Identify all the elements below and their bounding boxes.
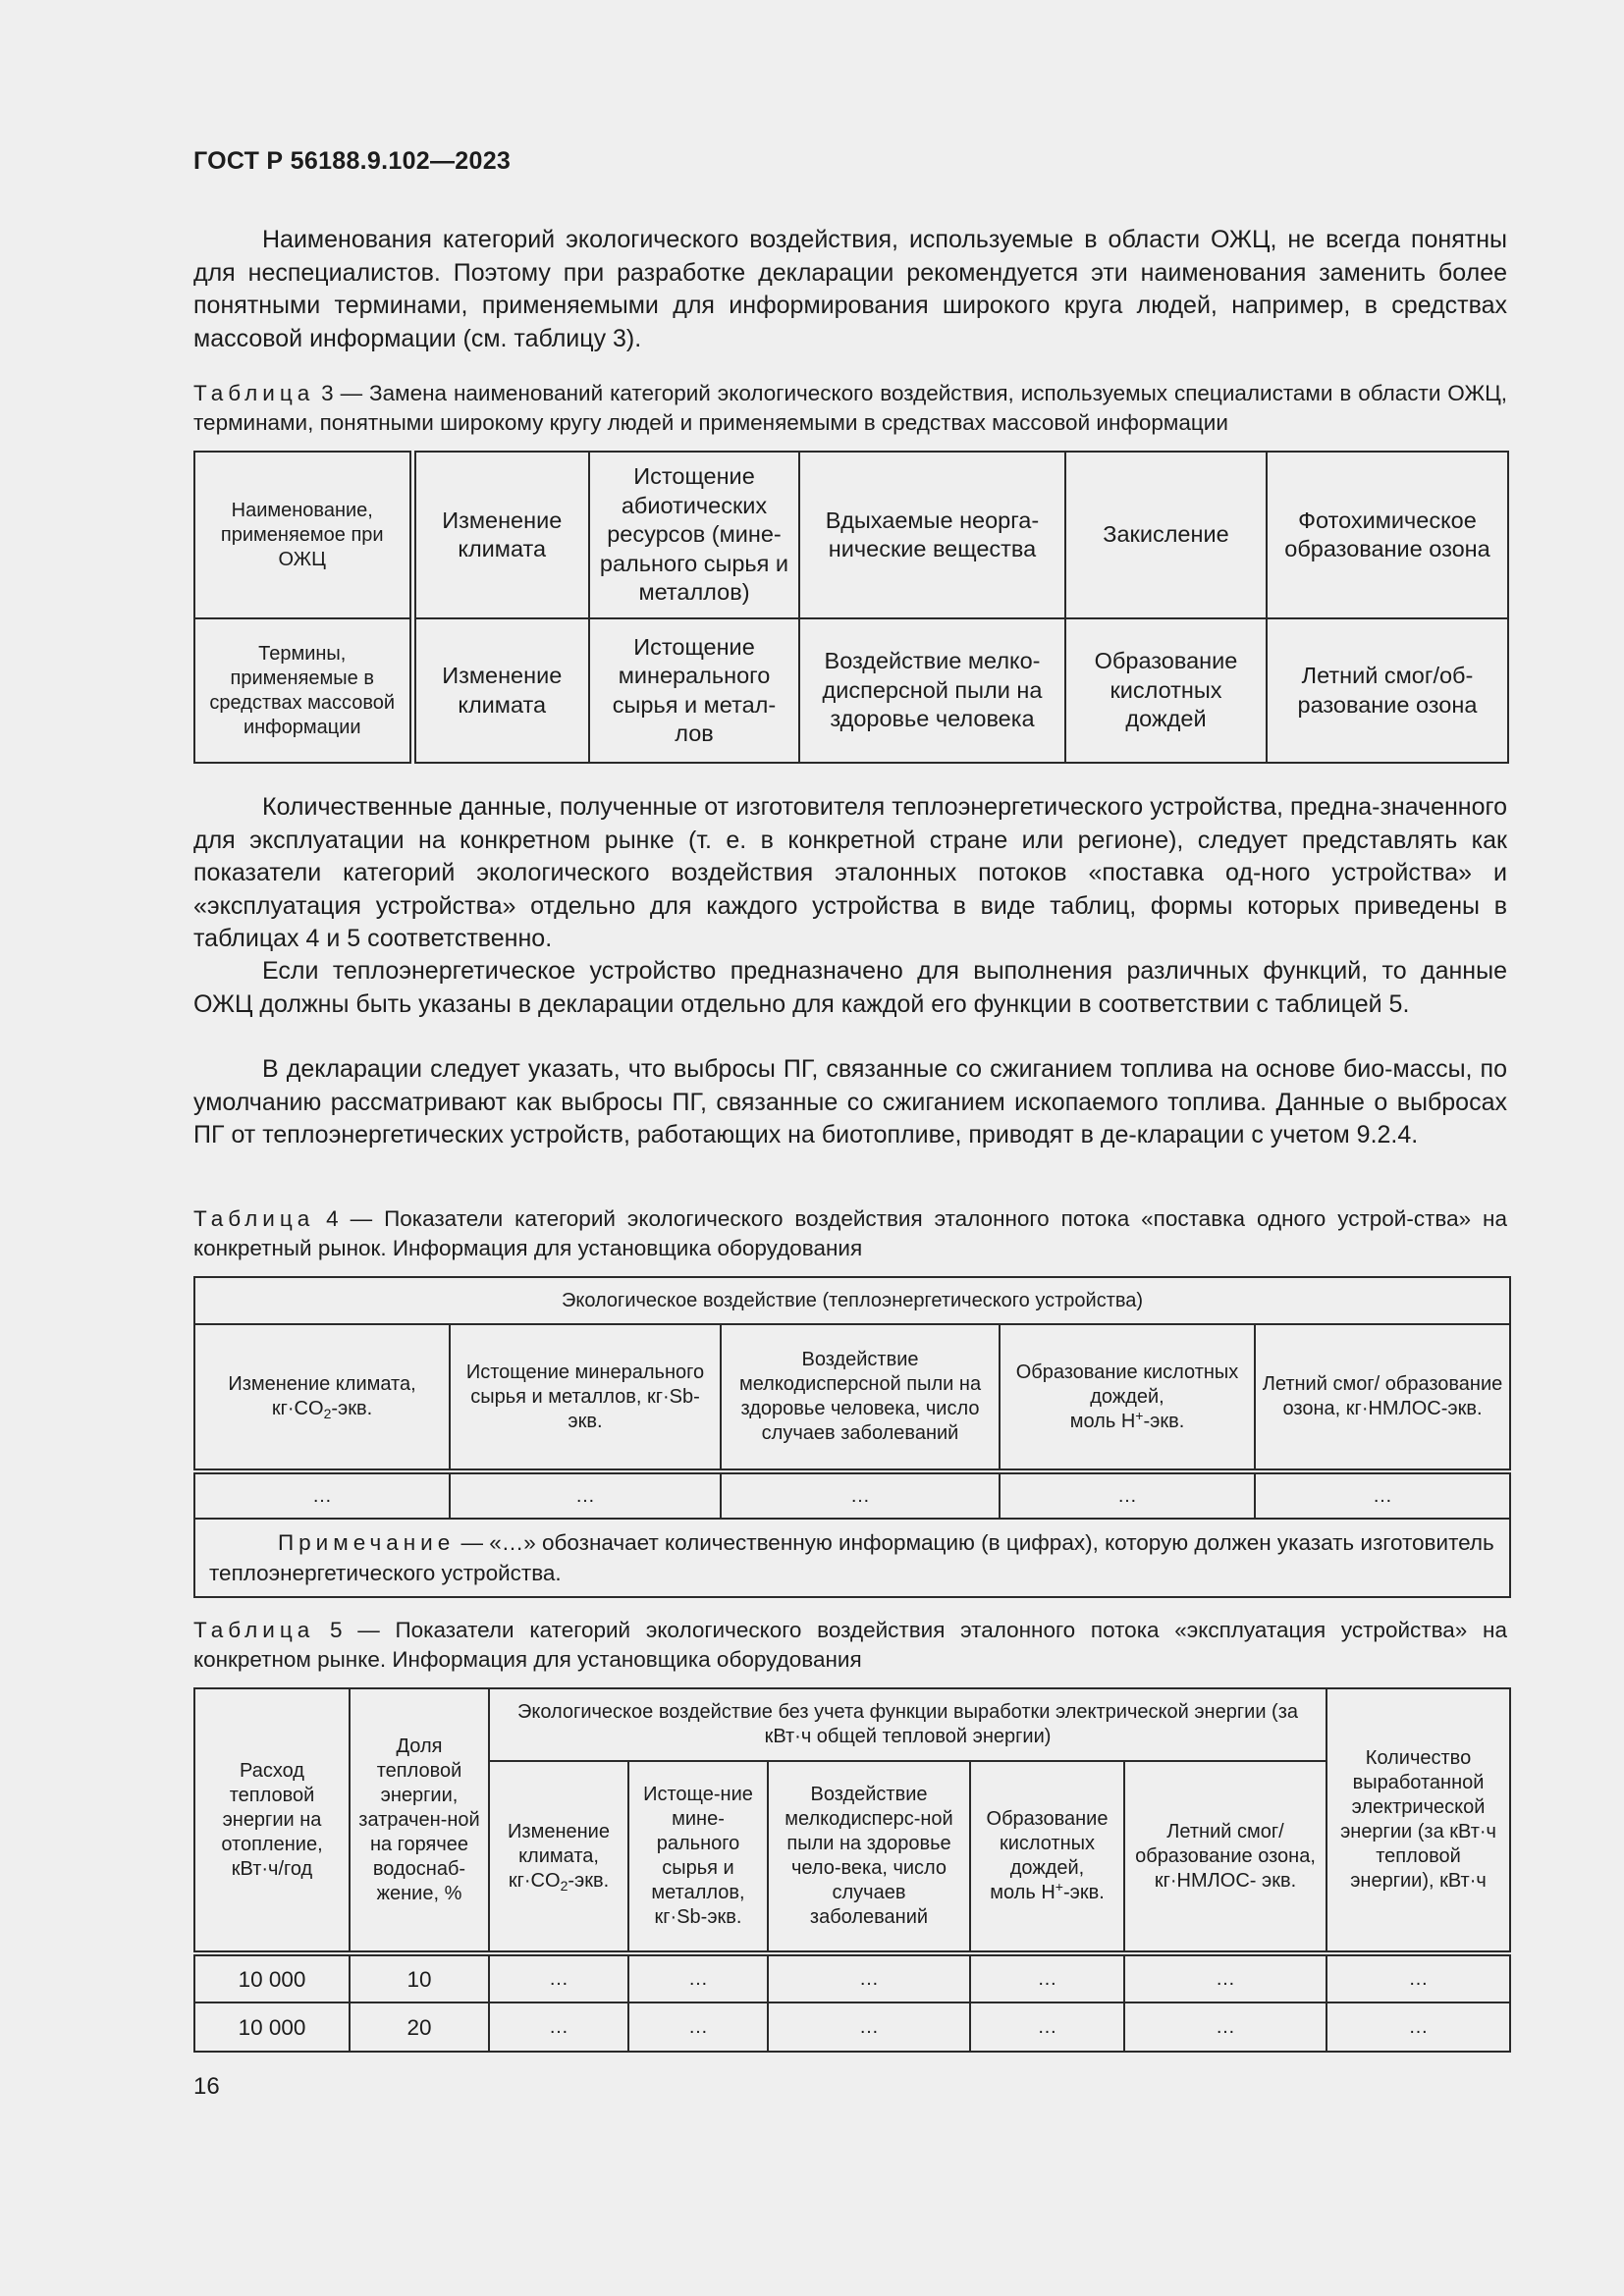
table5-header-consumption: Расход тепловой энергии на отопление, кВт·ч/год — [194, 1688, 350, 1953]
table4-cell: … — [1255, 1471, 1510, 1519]
table5-header-group: Экологическое воздействие без учета функции выработки электрической энергии (за кВт·ч общей тепловой энергии) — [489, 1688, 1326, 1761]
table5-header-climate-c: -экв. — [568, 1869, 610, 1892]
table4-header-acid-sup: + — [1135, 1407, 1144, 1423]
table5-cell: 10 000 — [194, 1953, 350, 2002]
table4-caption-label: Таблица — [193, 1206, 315, 1231]
page-number: 16 — [193, 2073, 220, 2100]
table5-data-row-2 — [194, 2002, 1510, 2052]
table5-header-dust: Воздействие мелкодисперс-ной пыли на здоровье чело-века, число случаев заболеваний — [768, 1761, 970, 1953]
table5-cell: … — [970, 2002, 1124, 2052]
table5-cell: … — [628, 2002, 768, 2052]
table5-cell: 20 — [350, 2002, 489, 2052]
table4-cell: … — [721, 1471, 1000, 1519]
table5-data-row-1 — [194, 1953, 1510, 2002]
table5-cell: … — [489, 2002, 628, 2052]
table4-group-row — [194, 1277, 1510, 1324]
table5-header-share: Доля тепловой энергии, затрачен-ной на горячее водоснаб-жение, % — [350, 1688, 489, 1953]
table5-header-climate-b: кг·CO — [508, 1869, 561, 1892]
table4-header-climate-sub: 2 — [323, 1406, 332, 1422]
table4-note — [194, 1519, 1510, 1597]
table5-header-row-1 — [194, 1688, 1510, 1761]
table5-cell: 10 — [350, 1953, 489, 2002]
table5-header-climate — [489, 1761, 628, 1953]
document-header: ГОСТ Р 56188.9.102—2023 — [193, 147, 512, 175]
paragraph-intro: Наименования категорий экологического воздействия, используемые в области ОЖЦ, не всегда понятны для неспециалистов. Поэтому при разработке декларации рекомендуется эти наименования заменить более понятными терминами, применяемыми для информирования широкого круга людей, например, в средствах массовой информации (см. таблицу 3). — [193, 226, 1507, 352]
table3-cell: Образование кислотных дождей — [1065, 618, 1267, 763]
table5-caption — [193, 1616, 1507, 1675]
table3-cell: Летний смог/об-разование озона — [1267, 618, 1508, 763]
table5-header-climate-sub: 2 — [560, 1877, 568, 1894]
table4-header-climate — [194, 1324, 450, 1471]
table3-caption-label: Таблица — [193, 381, 315, 405]
table4-cell: … — [194, 1471, 450, 1519]
table4-caption-text: 4 — Показатели категорий экологического воздействия эталонного потока «поставка одного устрой-ства» на конкретный рынок. Информация для установщика оборудования — [193, 1206, 1507, 1260]
table3-cell: Фотохимическое образование озона — [1267, 452, 1508, 618]
table5-header-smog: Летний смог/ образование озона, кг·НМЛОС- экв. — [1124, 1761, 1326, 1953]
table5-header-produced: Количество выработанной электрической энергии (за кВт·ч тепловой энергии), кВт·ч — [1326, 1688, 1510, 1953]
table5-header-acid-c: -экв. — [1062, 1882, 1105, 1903]
table3-cell: Истощение абиотических ресурсов (мине-рального сырья и металлов) — [589, 452, 799, 618]
table-3 — [193, 451, 1509, 764]
table4-header-acid-a: Образование кислотных дождей, — [1015, 1361, 1239, 1408]
table-4 — [193, 1276, 1511, 1598]
table5-caption-text: 5 — Показатели категорий экологического воздействия эталонного потока «эксплуатация устройства» на конкретном рынке. Информация для установщика оборудования — [193, 1618, 1507, 1672]
table4-note-row — [194, 1519, 1510, 1597]
table4-header-acid — [1000, 1324, 1255, 1471]
table5-cell: 10 000 — [194, 2002, 350, 2052]
table5-cell: … — [1326, 1953, 1510, 2002]
table4-note-label: Примечание — [278, 1530, 456, 1555]
table4-group-header: Экологическое воздействие (теплоэнергетического устройства) — [194, 1277, 1510, 1324]
table3-caption — [193, 379, 1507, 438]
table5-header-acid-a: Образование кислотных дождей, — [986, 1808, 1109, 1879]
table4-caption — [193, 1204, 1507, 1263]
paragraph-biomass: В декларации следует указать, что выбросы ПГ, связанные со сжиганием топлива на основе био-массы, по умолчанию рассматривают как выбросы ПГ, связанные со сжиганием ископаемого топлива. Данные о выбросах ПГ от теплоэнергетических устройств, работающих на биотопливе, приводят в де-кларации с учетом 9.2.4. — [193, 1055, 1507, 1148]
table4-header-climate-b: кг·CO — [271, 1398, 324, 1419]
table4-cell: … — [450, 1471, 721, 1519]
table4-header-depletion: Истощение минерального сырья и металлов, кг·Sb-экв. — [450, 1324, 721, 1471]
table5-cell: … — [970, 1953, 1124, 2002]
table5-cell: … — [1124, 1953, 1326, 2002]
table4-header-dust: Воздействие мелкодисперсной пыли на здоровье человека, число случаев заболеваний — [721, 1324, 1000, 1471]
table5-header-acid-sup: + — [1055, 1879, 1063, 1895]
table5-cell: … — [1326, 2002, 1510, 2052]
table3-caption-text: 3 — Замена наименований категорий экологического воздействия, используемых специалистами в области ОЖЦ, терминами, понятными широкому кругу людей и применяемыми в средствах массовой информации — [193, 381, 1507, 435]
paragraph-functions: Если теплоэнергетическое устройство предназначено для выполнения различных функций, то данные ОЖЦ должны быть указаны в декларации отдельно для каждой его функции в соответствии с таблицей 5. — [193, 957, 1507, 1018]
table5-header-climate-a: Изменение климата, — [508, 1820, 610, 1867]
table5-cell: … — [1124, 2002, 1326, 2052]
table5-header-acid-b: моль H — [990, 1882, 1056, 1903]
table5-cell: … — [768, 1953, 970, 2002]
table5-header-depletion: Истоще-ние мине-рального сырья и металлов, кг·Sb-экв. — [628, 1761, 768, 1953]
table5-caption-label: Таблица — [193, 1618, 315, 1642]
table3-cell: Изменение климата — [412, 452, 589, 618]
paragraph-quantitative: Количественные данные, полученные от изготовителя теплоэнергетического устройства, предна-значенного для эксплуатации на конкретном рынке (т. е. в конкретной стране или регионе), следует представлять как показатели категорий экологического воздействия эталонных потоков «поставка од-ного устройства» и «эксплуатация устройства» отдельно для каждого устройства в виде таблиц, формы которых приведены в таблицах 4 и 5 соответственно. — [193, 793, 1507, 952]
table3-cell: Термины, применяемые в средствах массовой информации — [194, 618, 412, 763]
table5-cell: … — [768, 2002, 970, 2052]
table4-header-climate-c: -экв. — [331, 1398, 373, 1419]
table3-cell: Вдыхаемые неорга-нические вещества — [799, 452, 1065, 618]
table3-cell: Истощение минерального сырья и метал-лов — [589, 618, 799, 763]
table4-header-row — [194, 1324, 1510, 1471]
table3-cell: Наименование, применяемое при ОЖЦ — [194, 452, 412, 618]
table4-header-smog: Летний смог/ образование озона, кг·НМЛОС-экв. — [1255, 1324, 1510, 1471]
table3-row-1 — [194, 452, 1508, 618]
table5-cell: … — [489, 1953, 628, 2002]
table4-header-acid-c: -экв. — [1143, 1410, 1185, 1432]
table3-cell: Закисление — [1065, 452, 1267, 618]
table3-row-2 — [194, 618, 1508, 763]
table4-header-climate-a: Изменение климата, — [228, 1373, 416, 1395]
table-5 — [193, 1687, 1511, 2053]
table5-header-acid — [970, 1761, 1124, 1953]
table5-cell: … — [628, 1953, 768, 2002]
table3-cell: Изменение климата — [412, 618, 589, 763]
table4-note-text: — «…» обозначает количественную информацию (в цифрах), которую должен указать изготовитель теплоэнергетического устройства. — [209, 1530, 1494, 1585]
table4-data-row — [194, 1471, 1510, 1519]
table3-cell: Воздействие мелко-дисперсной пыли на здоровье человека — [799, 618, 1065, 763]
table4-cell: … — [1000, 1471, 1255, 1519]
table4-header-acid-b: моль H — [1069, 1410, 1136, 1432]
